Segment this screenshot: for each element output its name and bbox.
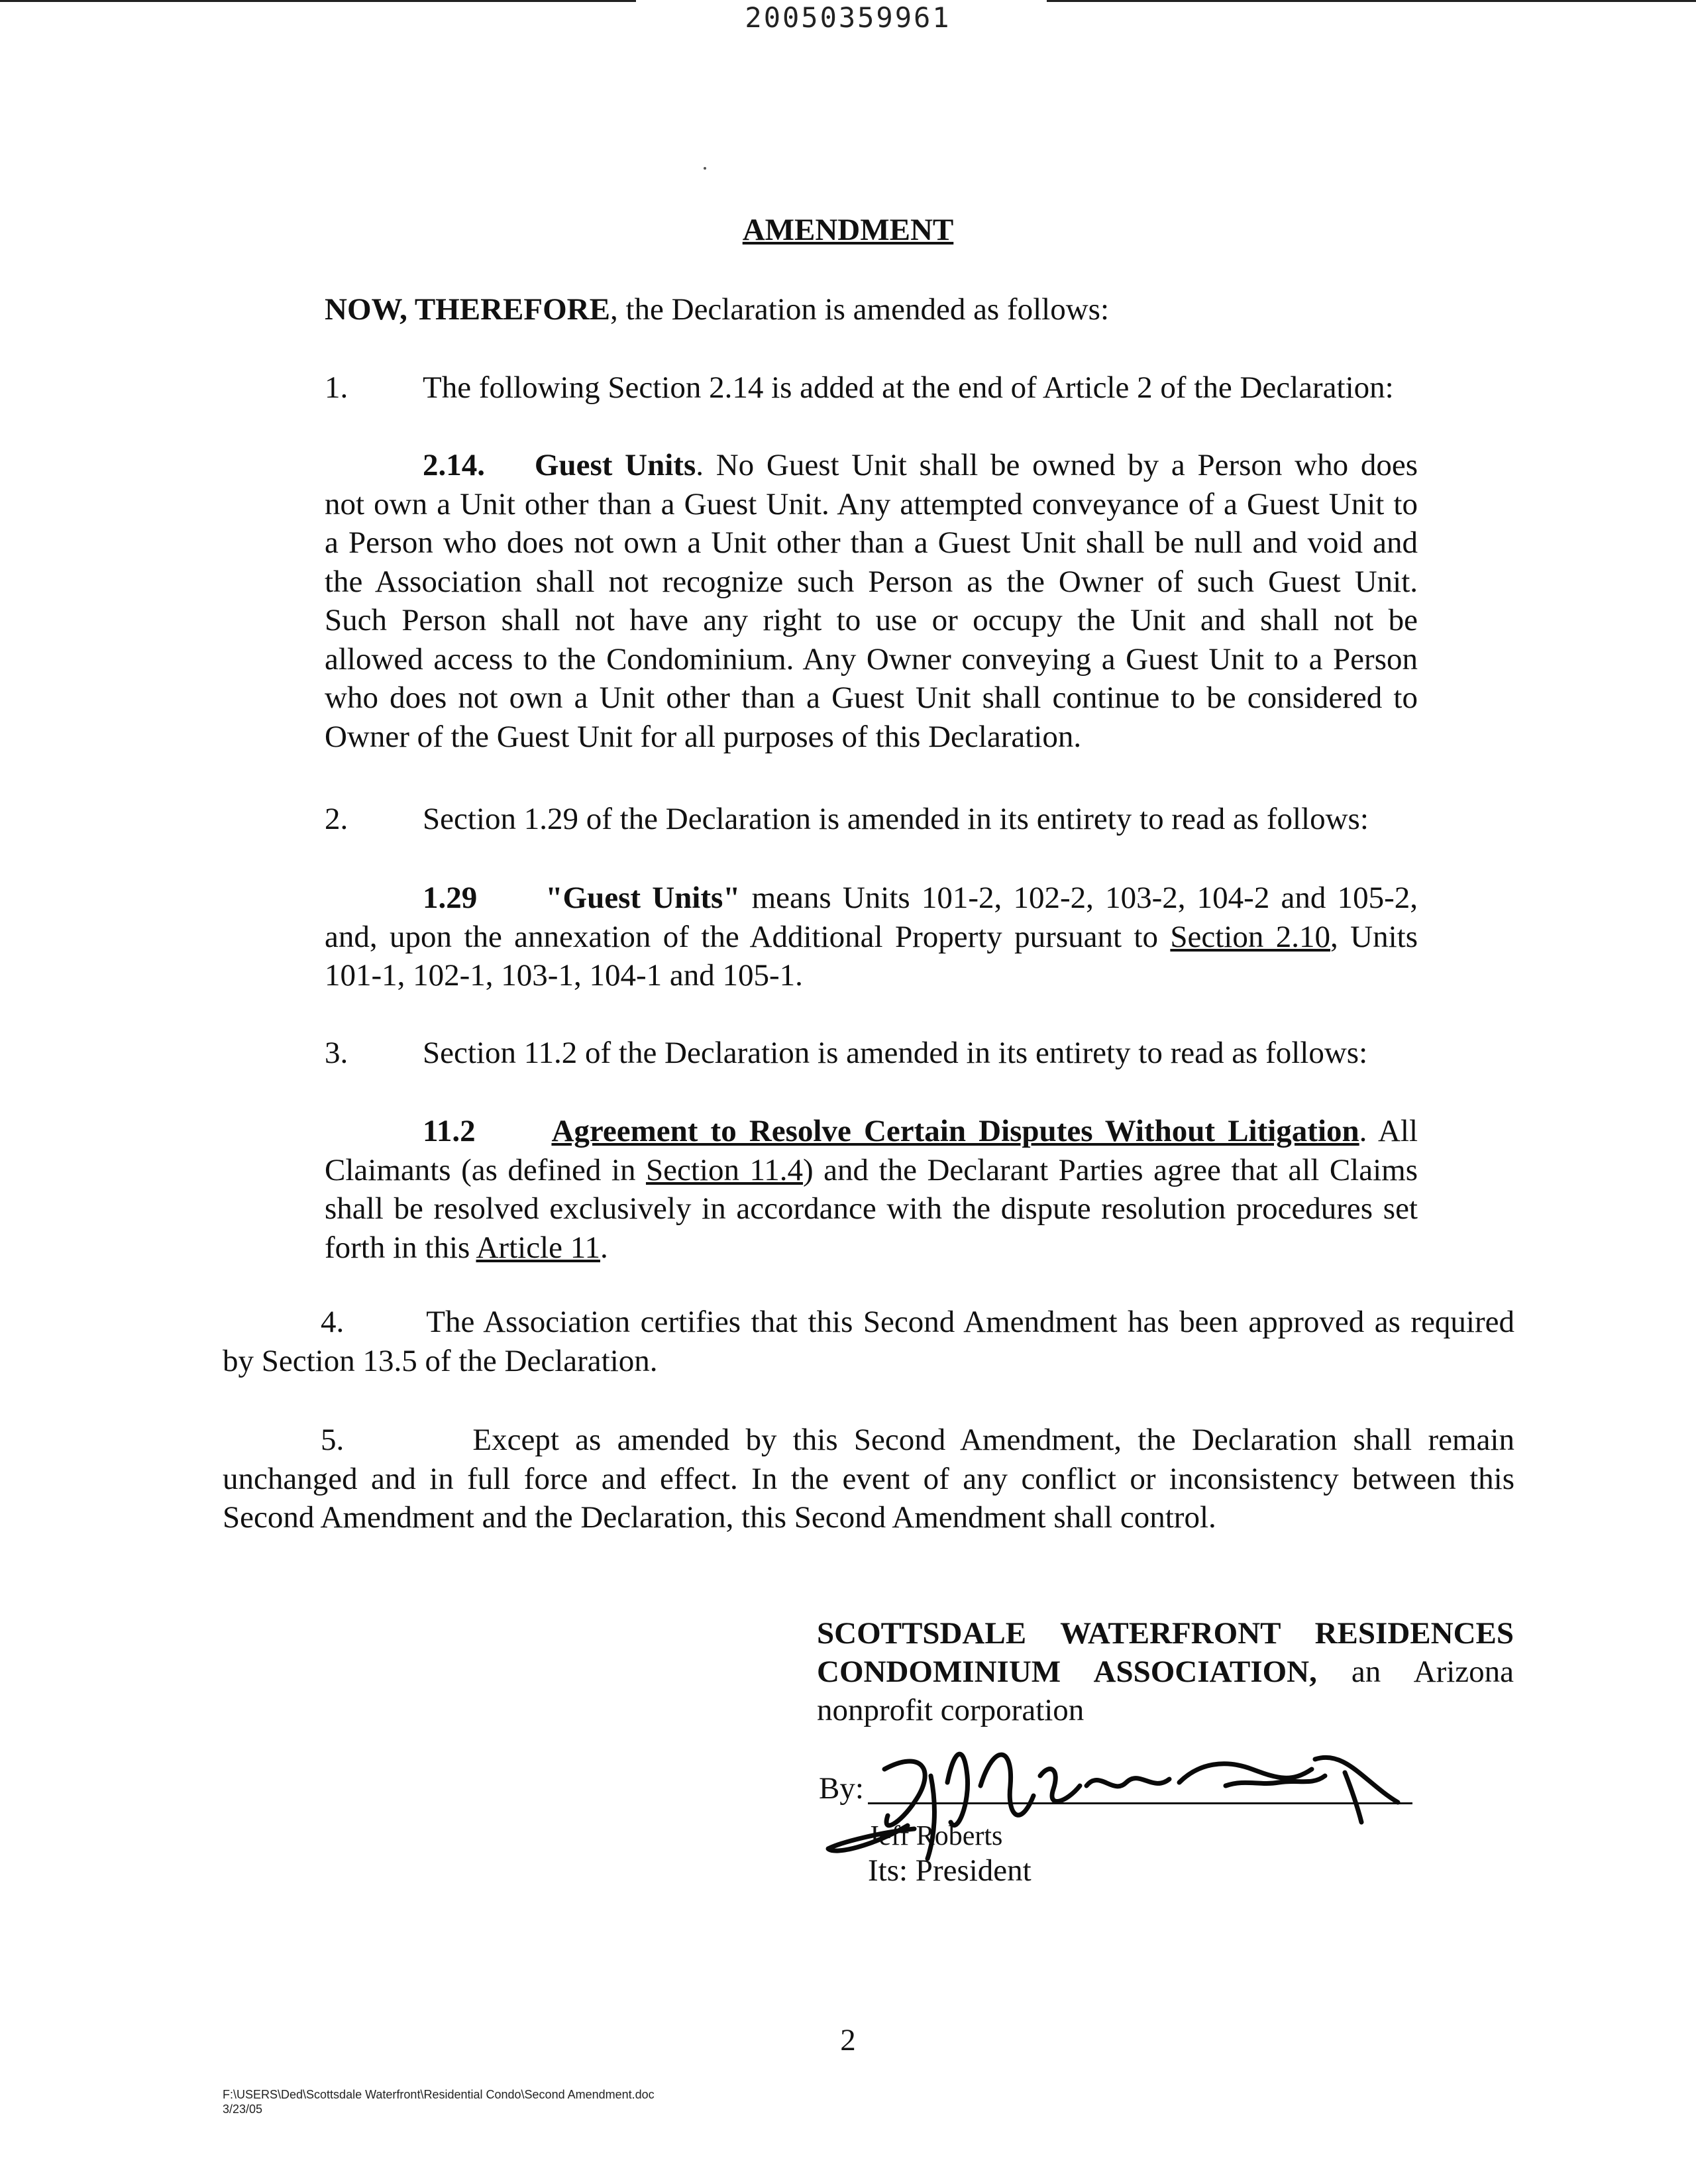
- signer-title: Its: President: [868, 1853, 1032, 1888]
- footer-file-info: [223, 2087, 655, 2116]
- section-1-29-line: and, upon the annexation of the Additional Property pursuant to Section 2.10, Units: [325, 919, 1418, 954]
- intro-paragraph: [325, 290, 1109, 329]
- corporation-type: nonprofit corporation: [817, 1693, 1085, 1727]
- section-11-2-line: shall be resolved exclusively in accordance with the dispute resolution procedures set: [325, 1191, 1418, 1226]
- item-5-paragraph: 5. Except as amended by this Second Amendment, the Declaration shall remain unchanged and in full force and effect. In the event of any conflict or inconsistency between this Second Amendment and the Declaration, this Second Amendment shall control.: [223, 1423, 1514, 1535]
- document-number: 20050359961: [745, 1, 951, 34]
- section-2-14-line: who does not own a Unit other than a Guest Unit shall continue to be considered to: [325, 681, 1418, 715]
- section-2-14-line: not own a Unit other than a Guest Unit. Any attempted conveyance of a Guest Unit to: [325, 486, 1418, 521]
- section-2-14-line: Such Person shall not have any right to use or occupy the Unit and shall not be: [325, 603, 1418, 637]
- item-4-paragraph: 4. The Association certifies that this Second Amendment has been approved as required by Section 13.5 of the Declaration.: [223, 1305, 1514, 1378]
- section-2-14-title: Guest Units: [534, 448, 696, 482]
- section-1-29-block: [325, 879, 1418, 995]
- section-1-29-line: 1.29 "Guest Units" means Units 101-2, 102-2, 103-2, 104-2 and 105-2,: [423, 881, 1418, 915]
- section-11-2-title: Agreement to Resolve Certain Disputes Without Litigation: [551, 1114, 1359, 1148]
- item-5-number: 5.: [321, 1423, 344, 1457]
- page-title: AMENDMENT: [742, 213, 954, 247]
- by-label: By:: [819, 1771, 864, 1806]
- section-2-14-line: allowed access to the Condominium. Any Owner conveying a Guest Unit to a Person: [325, 641, 1418, 677]
- section-1-29-title: "Guest Units": [545, 881, 741, 915]
- item-2-number: 2.: [325, 802, 348, 836]
- section-1-29-line: 101-1, 102-1, 103-1, 104-1 and 105-1.: [325, 958, 803, 993]
- scan-speck: [704, 167, 706, 170]
- section-2-14-block: [325, 446, 1418, 756]
- signer-name: Jeff Roberts: [868, 1821, 1003, 1851]
- association-name-2: CONDOMINIUM ASSOCIATION,: [817, 1655, 1317, 1689]
- section-2-14-line: Owner of the Guest Unit for all purposes of this Declaration.: [325, 719, 1082, 754]
- section-1-29-label: 1.29: [423, 881, 478, 915]
- section-2-14-line: the Association shall not recognize such Person as the Owner of such Guest Unit.: [325, 564, 1418, 599]
- page-number: 2: [840, 2023, 856, 2057]
- handwritten-signature: [822, 1723, 1418, 1875]
- intro-bold: NOW, THEREFORE: [325, 292, 610, 327]
- section-2-14-line: a Person who does not own a Unit other than a Guest Unit shall be null and void and: [325, 525, 1418, 560]
- signature-block: SCOTTSDALE WATERFRONT RESIDENCES CONDOMINIUM ASSOCIATION, an Arizona nonprofit corporation: [817, 1614, 1514, 1729]
- item-3-text: Section 11.2 of the Declaration is amended in its entirety to read as follows:: [423, 1036, 1368, 1070]
- section-11-4-reference: Section 11.4: [645, 1152, 803, 1187]
- section-11-2-block: [325, 1112, 1418, 1267]
- section-2-10-reference: Section 2.10: [1170, 919, 1330, 954]
- item-3-number: 3.: [325, 1036, 348, 1070]
- footer-file-path: F:\USERS\Ded\Scottsdale Waterfront\Residential Condo\Second Amendment.doc: [223, 2088, 655, 2101]
- association-name: SCOTTSDALE WATERFRONT RESIDENCES: [817, 1616, 1514, 1651]
- section-11-2-line: forth in this Article 11.: [325, 1230, 608, 1265]
- article-11-reference: Article 11: [476, 1230, 600, 1265]
- section-2-14-line: 2.14. Guest Units. No Guest Unit shall be owned by a Person who does: [423, 448, 1418, 482]
- intro-text: , the Declaration is amended as follows:: [610, 292, 1110, 327]
- item-4-number: 4.: [321, 1305, 344, 1339]
- item-2-text: Section 1.29 of the Declaration is amended in its entirety to read as follows:: [423, 802, 1369, 836]
- item-1-text: The following Section 2.14 is added at the end of Article 2 of the Declaration:: [423, 370, 1394, 405]
- footer-date: 3/23/05: [223, 2102, 263, 2116]
- section-11-2-label: 11.2: [423, 1114, 476, 1148]
- item-1-number: 1.: [325, 370, 348, 405]
- section-11-2-line: Claimants (as defined in Section 11.4) and the Declarant Parties agree that all Claims: [325, 1152, 1418, 1187]
- section-2-14-label: 2.14.: [423, 448, 485, 482]
- section-11-2-line: 11.2 Agreement to Resolve Certain Disputes Without Litigation. All: [423, 1114, 1418, 1148]
